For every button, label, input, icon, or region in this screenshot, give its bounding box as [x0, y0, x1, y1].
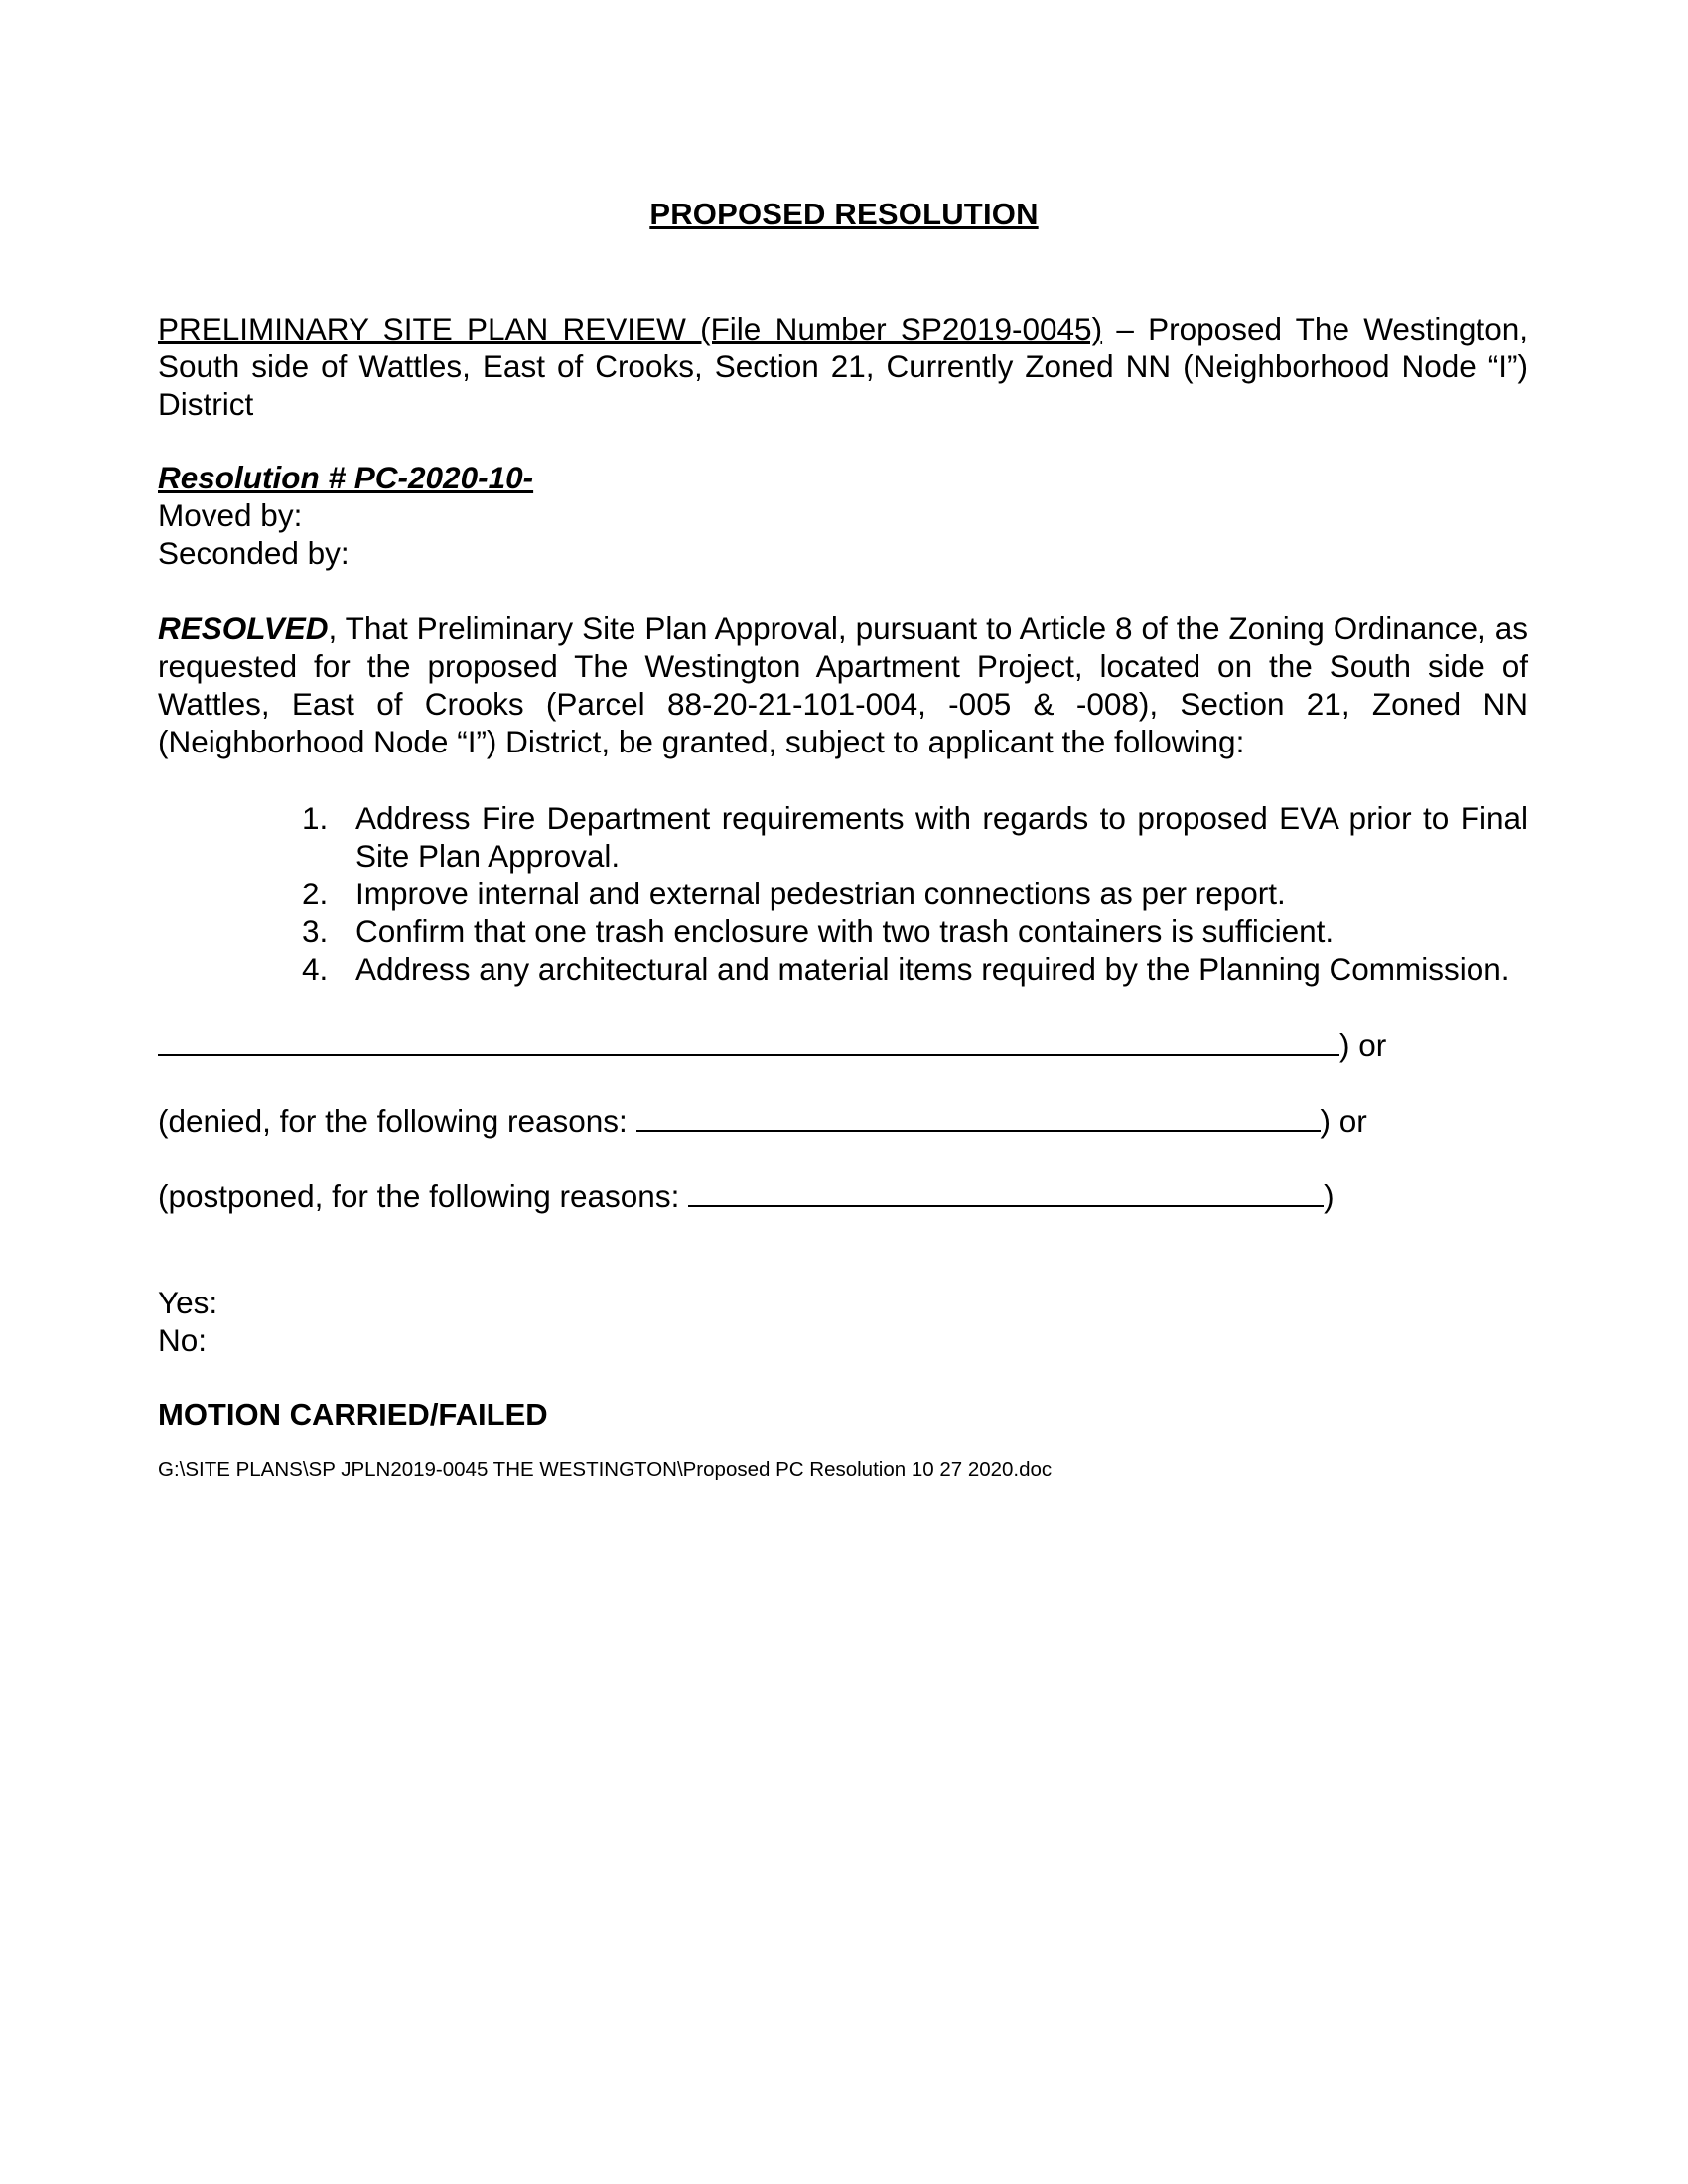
vote-section: [158, 1284, 217, 1359]
no-label: No:: [158, 1322, 208, 1358]
resolution-number: Resolution # PC-2020-10-: [158, 460, 534, 495]
motion-result: MOTION CARRIED/FAILED: [158, 1397, 548, 1432]
list-item: [298, 912, 1528, 950]
condition-number: 3.: [302, 913, 329, 949]
list-item: [298, 950, 1528, 988]
moved-by-label: Moved by:: [158, 497, 303, 533]
yes-label: Yes:: [158, 1285, 218, 1320]
denied-blank: [636, 1104, 1321, 1132]
postponed-blank: [688, 1179, 1324, 1207]
granted-suffix: ) or: [1339, 1027, 1387, 1063]
condition-text: Improve internal and external pedestrian connections as per report.: [355, 876, 1286, 911]
denied-label: (denied, for the following reasons:: [158, 1103, 636, 1139]
denied-suffix: ) or: [1320, 1103, 1367, 1139]
condition-text: Address any architectural and material items required by the Planning Commission.: [355, 951, 1510, 987]
postponed-label: (postponed, for the following reasons:: [158, 1178, 689, 1214]
postponed-line: [158, 1177, 1335, 1215]
condition-text: Confirm that one trash enclosure with two trash containers is sufficient.: [355, 913, 1335, 949]
condition-number: 1.: [302, 800, 329, 836]
document-title: PROPOSED RESOLUTION: [649, 197, 1039, 231]
denied-line: [158, 1102, 1367, 1140]
granted-blank: [158, 1028, 1339, 1056]
seconded-by-label: Seconded by:: [158, 535, 350, 571]
postponed-suffix: ): [1324, 1178, 1335, 1214]
review-description: – Proposed The Westington, South side of Wattles, East of Crooks, Section 21, Currently Zoned NN (Neighborhood Node “I”) District: [158, 311, 1528, 422]
intro-paragraph: [158, 310, 1528, 423]
condition-number: 2.: [302, 876, 329, 911]
condition-number: 4.: [302, 951, 329, 987]
condition-text: Address Fire Department requirements with regards to proposed EVA prior to Final Site Plan Approval.: [355, 800, 1528, 874]
resolution-header: [158, 459, 533, 572]
granted-line: [158, 1026, 1386, 1064]
list-item: [298, 799, 1528, 875]
resolved-paragraph: [158, 610, 1528, 760]
review-file-number: PRELIMINARY SITE PLAN REVIEW (File Number SP2019-0045): [158, 311, 1103, 346]
list-item: [298, 875, 1528, 912]
resolved-text: , That Preliminary Site Plan Approval, pursuant to Article 8 of the Zoning Ordinance, as requested for the proposed The Westington Apartment Project, located on the South side of Wattles, East of Crooks (Parcel 88-20-21-101-004, -005 & -008), Section 21, Zoned NN (Neighborhood Node “I”) District, be granted, subject to applicant the following:: [158, 611, 1528, 759]
resolved-keyword: RESOLVED: [158, 611, 329, 646]
conditions-list: [298, 799, 1528, 988]
file-path: G:\SITE PLANS\SP JPLN2019-0045 THE WESTINGTON\Proposed PC Resolution 10 27 2020.doc: [158, 1458, 1053, 1481]
